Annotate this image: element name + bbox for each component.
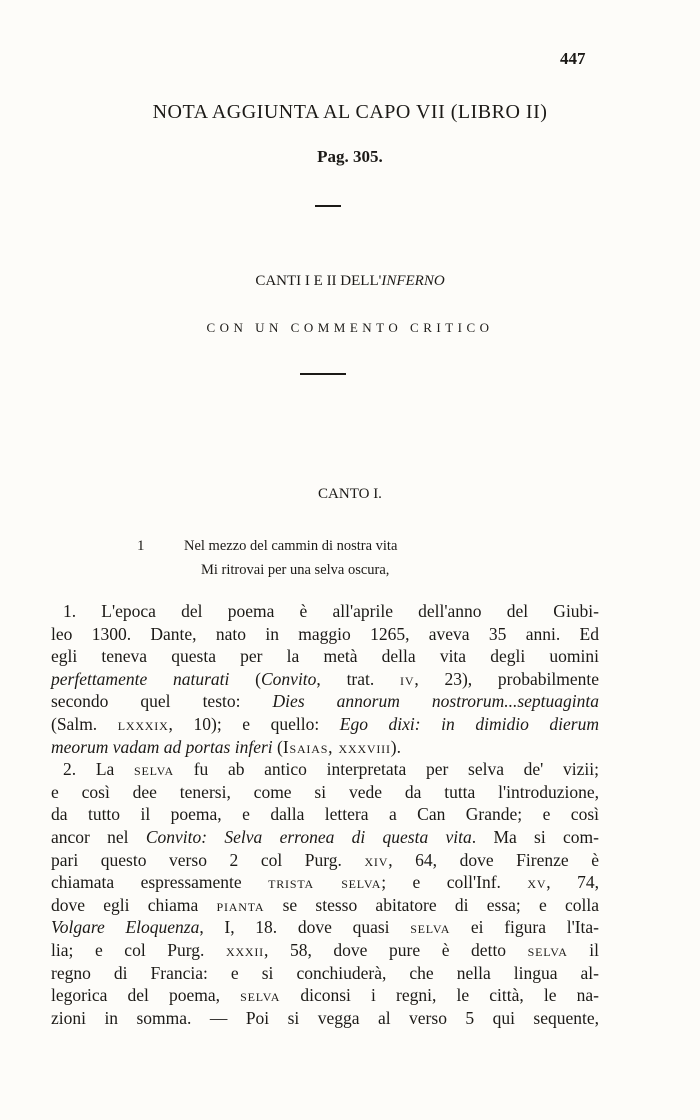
commentary-line <box>51 939 599 962</box>
text-run: , 23), probabilmente <box>414 668 600 689</box>
text-run: lia; e col Purg. <box>51 939 226 960</box>
commentary-line <box>51 736 599 759</box>
text-run: (Salm. <box>51 713 118 734</box>
small-caps-text: iv <box>400 668 415 689</box>
small-caps-text: selva <box>240 985 281 1006</box>
text-run: ). <box>390 736 401 757</box>
text-run: , trat. <box>316 668 401 689</box>
section-title-italic: INFERNO <box>381 273 445 289</box>
commentary-line <box>51 600 599 623</box>
commentary-line <box>51 826 599 849</box>
italic-text: Convito: Selva erronea di questa vita <box>145 826 472 847</box>
commentary-line <box>51 645 599 668</box>
verse-line: Nel mezzo del cammin di nostra vita <box>184 538 398 554</box>
small-caps-text: selva <box>133 759 174 780</box>
text-run: egli teneva questa per la metà della vita degli uomini <box>51 646 599 667</box>
page-number: 447 <box>560 49 586 68</box>
small-caps-text: xiv <box>364 849 389 870</box>
text-run: e così dee tenersi, come si vede da tutta l'introduzione, <box>51 781 599 802</box>
commentary-line <box>51 781 599 804</box>
separator-rule <box>300 373 346 375</box>
text-run: 2. La <box>63 759 134 780</box>
commentary-line <box>51 1007 599 1030</box>
commentary-line <box>51 713 599 736</box>
commentary-line <box>51 894 599 917</box>
text-run: ( <box>272 736 283 757</box>
text-run: ei figura l'Ita- <box>450 917 600 938</box>
text-run: , I, 18. dove quasi <box>199 917 411 938</box>
text-run: il <box>567 939 600 960</box>
text-run: 1. L'epoca del poema è all'aprile dell'anno del Giubi- <box>63 601 599 621</box>
text-run: leo 1300. Dante, nato in maggio 1265, aveva 35 anni. Ed <box>51 623 599 644</box>
commentary-line <box>51 849 599 872</box>
small-caps-text: trista selva <box>268 872 382 893</box>
small-caps-text: selva <box>410 917 451 938</box>
commentary-line <box>51 916 599 939</box>
text-run: secondo quel testo: <box>51 691 273 712</box>
text-run: ; e coll'Inf. <box>381 872 528 893</box>
page-reference: Pag. 305. <box>317 147 383 166</box>
text-run: , 58, dove pure è detto <box>263 939 528 960</box>
verse-number: 1 <box>137 538 145 554</box>
small-caps-text: xv <box>527 872 547 893</box>
commentary-line <box>51 690 599 713</box>
canto-title: CANTO I. <box>318 486 382 502</box>
section-subtitle: CON UN COMMENTO CRITICO <box>206 320 494 335</box>
text-run: diconsi i regni, le città, le na- <box>280 985 599 1006</box>
section-title-prefix: CANTI I E II DELL' <box>255 273 382 289</box>
text-run: se stesso abitatore di essa; e colla <box>264 894 599 915</box>
text-run: ancor nel <box>51 826 146 847</box>
text-run: ( <box>229 668 261 689</box>
italic-text: Volgare Eloquenza <box>51 917 200 938</box>
small-caps-text: selva <box>527 939 568 960</box>
italic-text: Dies annorum nostrorum...septuaginta <box>272 691 599 712</box>
commentary-line <box>51 758 599 781</box>
italic-text: perfettamente naturati <box>51 668 230 689</box>
text-run: chiamata espressamente <box>51 872 269 893</box>
separator-rule <box>315 205 341 207</box>
small-caps-text: pianta <box>216 894 265 915</box>
italic-text: Ego dixi: in dimidio dierum <box>339 713 599 734</box>
italic-text: meorum vadam ad portas inferi <box>51 736 273 757</box>
commentary-text <box>51 600 599 1029</box>
text-run: fu ab antico interpretata per selva de' vizii; <box>174 759 599 780</box>
text-run: , 74, <box>546 872 599 893</box>
section-title <box>40 273 660 290</box>
commentary-line <box>51 962 599 985</box>
text-run: legorica del poema, <box>51 985 241 1006</box>
text-run: , 10); e quello: <box>168 713 340 734</box>
verse-line: Mi ritrovai per una selva oscura, <box>201 562 390 578</box>
commentary-line <box>51 623 599 646</box>
text-run: . Ma si com- <box>471 826 599 847</box>
text-run: , 64, dove Firenze è <box>388 849 599 870</box>
text-run: zioni in somma. — Poi si vegga al verso 5 qui sequente, <box>51 1007 599 1028</box>
small-caps-text: xxxii <box>225 939 264 960</box>
commentary-line <box>51 871 599 894</box>
italic-text: Convito <box>261 668 317 689</box>
text-run: regno di Francia: e si conchiuderà, che nella lingua al- <box>51 962 599 983</box>
commentary-line <box>51 803 599 826</box>
commentary-line <box>51 984 599 1007</box>
text-run: dove egli chiama <box>51 894 217 915</box>
text-run: da tutto il poema, e dalla lettera a Can Grande; e così <box>51 804 599 825</box>
main-title: NOTA AGGIUNTA AL CAPO VII (LIBRO II) <box>152 101 548 123</box>
small-caps-text: lxxxix <box>117 713 169 734</box>
commentary-line <box>51 668 599 691</box>
text-run: pari questo verso 2 col Purg. <box>51 849 365 870</box>
small-caps-text: Isaias, xxxviii <box>282 736 391 757</box>
